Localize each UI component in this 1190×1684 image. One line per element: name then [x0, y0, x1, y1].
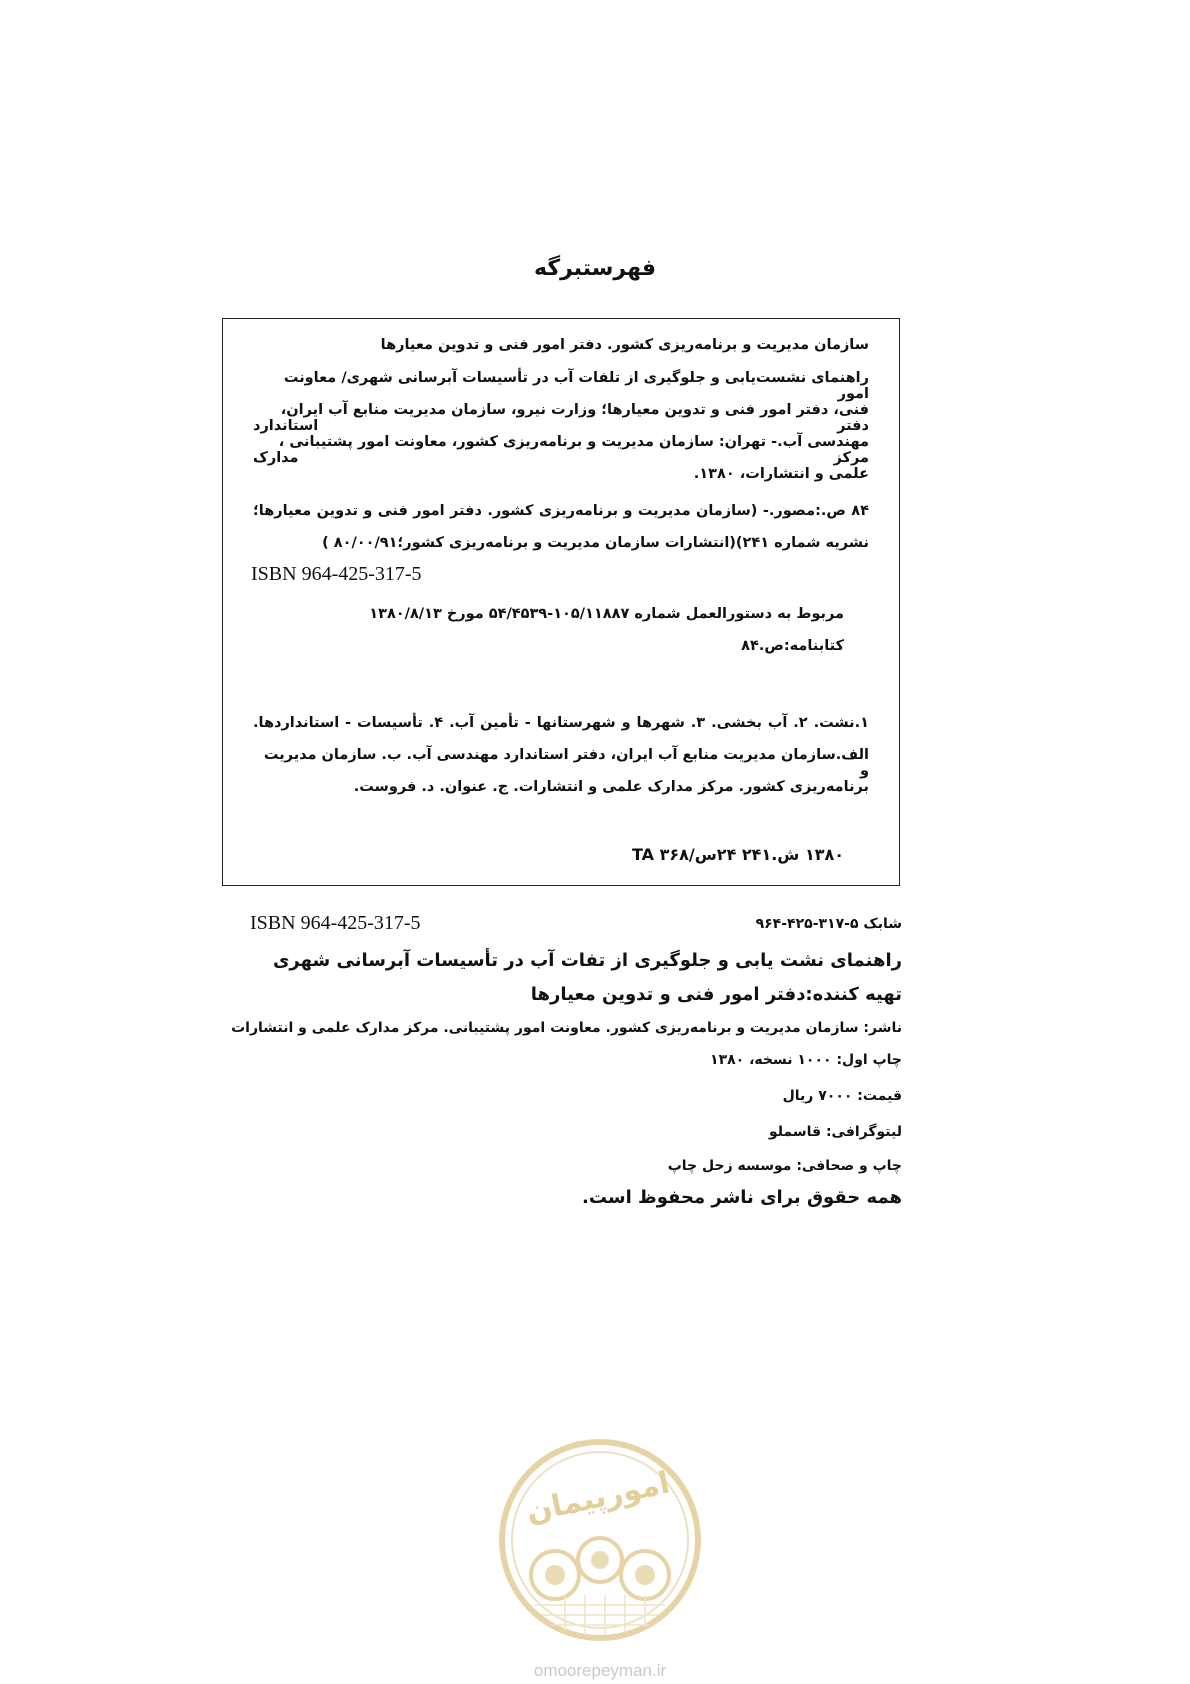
imprint-shabak: شابک ۵-۳۱۷-۴۲۵-۹۶۴: [755, 916, 902, 932]
imprint-prepared-by: تهیه کننده:دفتر امور فنی و تدوین معیارها: [530, 984, 902, 1005]
imprint-rights: همه حقوق برای ناشر محفوظ است.: [582, 1187, 902, 1208]
catalog-subjects-line: برنامه‌ریزی کشور. مرکز مدارک علمی و انتشارات. ج. عنوان. د. فروست.: [353, 779, 869, 795]
imprint-lithography: لیتوگرافی: قاسملو: [769, 1124, 902, 1140]
catalog-title-line: علمی و انتشارات، ۱۳۸۰.: [693, 466, 869, 482]
catalog-description-line: ۸۴ ص.:مصور.- (سازمان مدیریت و برنامه‌ریزی کشور. دفتر امور فنی و تدوین معیارها؛: [253, 503, 869, 519]
imprint-title: راهنمای نشت یابی و جلوگیری از تفات آب در تأسیسات آبرسانی شهری: [272, 950, 902, 971]
catalog-note: کتابنامه:ص.۸۴: [741, 638, 844, 654]
catalog-subjects-line: ۱.نشت. ۲. آب بخشی. ۳. شهرها و شهرستانها - تأمین آب. ۴. تأسیسات - استانداردها.: [253, 715, 869, 731]
catalog-note: مربوط به دستورالعمل شماره ۱۰۵/۱۱۸۸۷-۵۴/۴۵۳۹ مورخ ۱۳۸۰/۸/۱۳: [369, 606, 844, 622]
watermark-url: omoorepeyman.ir: [533, 1661, 667, 1680]
catalog-record-box: [222, 318, 900, 886]
catalog-title-line: مهندسی آب.- تهران: سازمان مدیریت و برنامه‌ریزی کشور، معاونت امور پشتیبانی ، مرکز مدارک: [253, 434, 869, 466]
catalog-isbn: ISBN 964-425-317-5: [251, 563, 422, 585]
watermark-logo-text: امورپیمان: [523, 1465, 673, 1530]
imprint-publisher: ناشر: سازمان مدیریت و برنامه‌ریزی کشور. معاونت امور پشتیبانی. مرکز مدارک علمی و انتشارات: [231, 1020, 902, 1036]
imprint-price: قیمت: ۷۰۰۰ ریال: [782, 1088, 902, 1104]
catalog-main-entry: سازمان مدیریت و برنامه‌ریزی کشور. دفتر امور فنی و تدوین معیارها: [380, 337, 869, 353]
catalog-title-line: راهنمای نشست‌یابی و جلوگیری از تلفات آب در تأسیسات آبرسانی شهری/ معاونت امور: [283, 370, 869, 402]
page-title: فهرستبرگه: [533, 256, 657, 281]
watermark-seal-logo: [495, 1435, 705, 1645]
catalog-subjects-line: الف.سازمان مدیریت منابع آب ایران، دفتر استاندارد مهندسی آب. ب. سازمان مدیریت و: [263, 747, 869, 779]
catalog-classification: ۱۳۸۰ ش.۲۴۱ ۲۴س/۳۶۸ TA: [631, 845, 844, 864]
catalog-description-line: نشریه شماره ۲۴۱)(انتشارات سازمان مدیریت و برنامه‌ریزی کشور؛۸۰/۰۰/۹۱ ): [322, 535, 869, 551]
imprint-edition: چاپ اول: ۱۰۰۰ نسخه، ۱۳۸۰: [710, 1052, 902, 1068]
imprint-printing: چاپ و صحافی: موسسه زحل چاپ: [667, 1158, 902, 1174]
imprint-isbn: ISBN 964-425-317-5: [250, 912, 421, 934]
catalog-title-line: فنی، دفتر امور فنی و تدوین معیارها؛ وزارت نیرو، سازمان مدیریت منابع آب ایران، دفتر استاندارد: [253, 402, 869, 434]
